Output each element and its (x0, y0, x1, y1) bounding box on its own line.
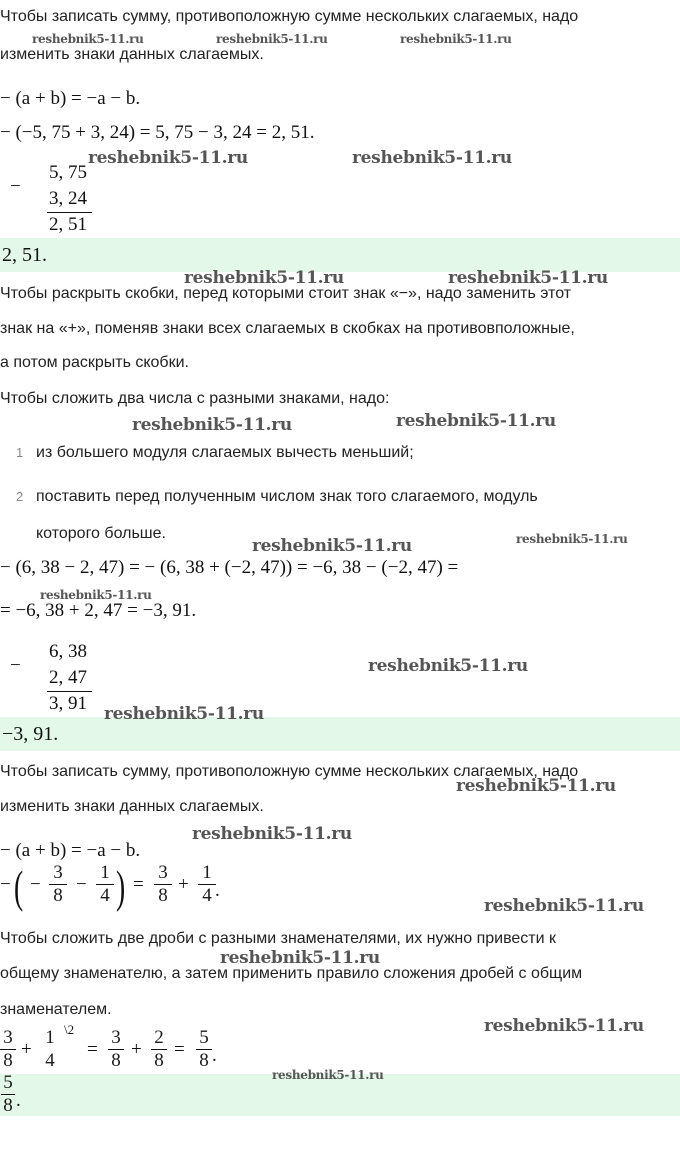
paragraph-text: изменить знаки данных слагаемых. (0, 46, 264, 63)
watermark: reshebnik5-11.ru (104, 704, 264, 724)
answer-band (0, 238, 680, 272)
watermark: reshebnik5-11.ru (516, 532, 628, 546)
fraction: 2 8 (151, 1027, 167, 1072)
close-paren: ) (116, 861, 126, 912)
paragraph-text: Чтобы сложить две дроби с разными знаменателями, их нужно привести к (0, 930, 557, 947)
watermark: reshebnik5-11.ru (272, 1068, 384, 1082)
answer: 2, 51. (2, 244, 47, 266)
watermark: reshebnik5-11.ru (40, 588, 152, 602)
watermark: reshebnik5-11.ru (252, 536, 412, 556)
answer-fraction: 5 8 (1, 1072, 15, 1117)
watermark: reshebnik5-11.ru (448, 268, 608, 288)
watermark: reshebnik5-11.ru (32, 32, 144, 46)
fraction: 3 8 (0, 1027, 16, 1072)
watermark: reshebnik5-11.ru (368, 656, 528, 676)
fraction: 3 8 (49, 862, 67, 907)
list-number: 1 (16, 445, 24, 460)
multiplier: \2 (64, 1022, 75, 1037)
fraction: 5 8 (196, 1027, 212, 1072)
paragraph-text: а потом раскрыть скобки. (0, 354, 189, 371)
list-number: 2 (16, 489, 24, 504)
paragraph-text: Чтобы записать сумму, противоположную сумме нескольких слагаемых, надо (0, 8, 579, 25)
paragraph-text: знак на «+», поменяв знаки всех слагаемых в скобках на противовположные, (0, 320, 575, 337)
column-result: 3, 91 (49, 693, 87, 714)
formula: − (6, 38 − 2, 47) = − (6, 38 + (−2, 47)) = −6, 38 − (−2, 47) = (0, 557, 459, 578)
formula: − (a + b) = −a − b. (0, 840, 141, 861)
fraction: 3 8 (108, 1027, 124, 1072)
column-line (47, 212, 92, 213)
answer-band (0, 717, 680, 751)
column-bottom: 3, 24 (49, 188, 87, 209)
list-item-continuation: которого больше. (36, 525, 166, 542)
open-paren: ( (14, 861, 24, 912)
column-bottom: 2, 47 (49, 667, 87, 688)
column-top: 6, 38 (49, 641, 87, 662)
column-result: 2, 51 (49, 214, 87, 235)
fraction: 1 4 (198, 862, 216, 907)
answer-band: 5 8 . (0, 1074, 680, 1116)
paragraph-text: Чтобы сложить два числа с разными знаками, надо: (0, 390, 390, 407)
fraction: 1 4 (96, 862, 114, 907)
formula: − (−5, 75 + 3, 24) = 5, 75 − 3, 24 = 2, 51. (0, 122, 315, 143)
watermark: reshebnik5-11.ru (220, 948, 380, 968)
list-item: из большего модуля слагаемых вычесть меньший; (36, 444, 414, 461)
fraction: 1 4 (45, 1027, 55, 1071)
list-item: поставить перед полученным числом знак того слагаемого, модуль (36, 488, 538, 505)
fraction: 3 8 (154, 862, 172, 907)
watermark: reshebnik5-11.ru (192, 824, 352, 844)
formula: − (a + b) = −a − b. (0, 88, 141, 109)
column-top: 5, 75 (49, 162, 87, 183)
watermark: reshebnik5-11.ru (400, 32, 512, 46)
watermark: reshebnik5-11.ru (352, 148, 512, 168)
watermark: reshebnik5-11.ru (88, 148, 248, 168)
watermark: reshebnik5-11.ru (216, 32, 328, 46)
watermark: reshebnik5-11.ru (456, 776, 616, 796)
answer: −3, 91. (2, 723, 59, 745)
watermark: reshebnik5-11.ru (184, 268, 344, 288)
column-operator: − (10, 176, 21, 197)
paragraph-text: Чтобы записать сумму, противоположную сумме нескольких слагаемых, надо (0, 763, 579, 780)
watermark: reshebnik5-11.ru (396, 411, 556, 431)
watermark: reshebnik5-11.ru (132, 415, 292, 435)
paragraph-text: Чтобы раскрыть скобки, перед которыми стоит знак «−», надо заменить этот (0, 285, 572, 302)
column-operator: − (10, 655, 21, 676)
column-line (47, 691, 92, 692)
paragraph-text: знаменателем. (0, 1001, 112, 1018)
watermark: reshebnik5-11.ru (484, 896, 644, 916)
formula: = −6, 38 + 2, 47 = −3, 91. (0, 600, 197, 621)
watermark: reshebnik5-11.ru (484, 1016, 644, 1036)
paragraph-text: общему знаменателю, а затем применить правило сложения дробей с общим (0, 965, 583, 982)
paragraph-text: изменить знаки данных слагаемых. (0, 798, 264, 815)
